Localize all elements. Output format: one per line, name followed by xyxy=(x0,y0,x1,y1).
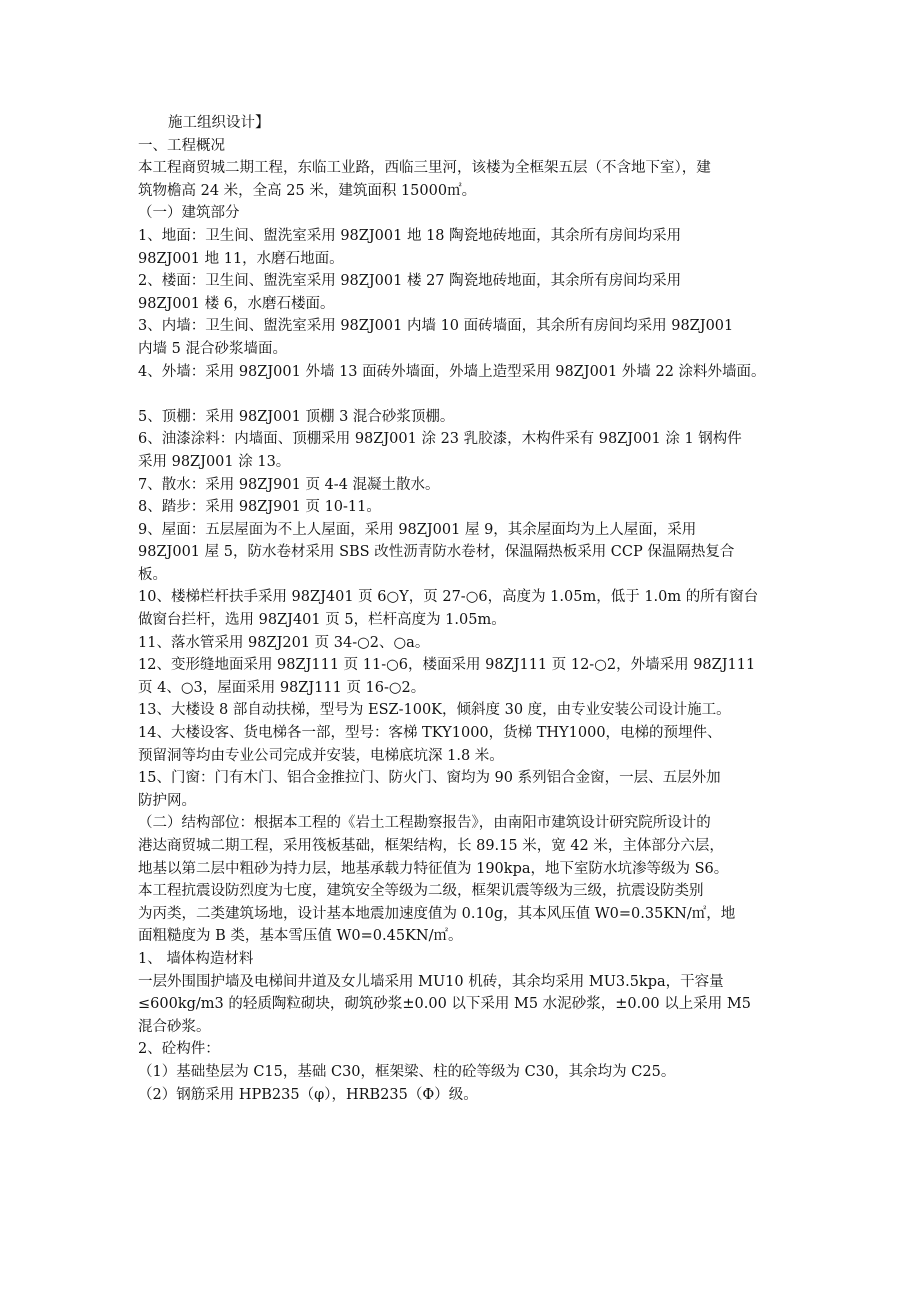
list-item-line: 内墙 5 混合砂浆墙面。 xyxy=(138,340,287,357)
paragraph-line: 为丙类，二类建筑场地，设计基本地震加速度值为 0.10g，其本风压值 W0=0.35KN/㎡，地 xyxy=(138,905,736,922)
list-item-line: 预留洞等均由专业公司完成并安装，电梯底坑深 1.8 米。 xyxy=(138,747,504,764)
list-item-line: （2）钢筋采用 HPB235（φ），HRB235（Φ）级。 xyxy=(138,1086,478,1103)
subsection-heading: （二）结构部位：根据本工程的《岩土工程勘察报告》，由南阳市建筑设计研究院所设计的 xyxy=(138,815,711,832)
list-item-line: 1、地面：卫生间、盥洗室采用 98ZJ001 地 18 陶瓷地砖地面，其余所有房间均采用 xyxy=(138,227,682,244)
list-item-line: 13、大楼设 8 部自动扶梯，型号为 ESZ-100K，倾斜度 30 度，由专业安装公司设计施工。 xyxy=(138,702,731,719)
section-heading: 一、工程概况 xyxy=(138,137,225,154)
list-item-line: 4、外墙：采用 98ZJ001 外墙 13 面砖外墙面，外墙上造型采用 98ZJ001 外墙 22 涂料外墙面。 xyxy=(138,363,766,380)
list-item-line: 14、大楼设客、货电梯各一部，型号：客梯 TKY1000，货梯 THY1000，电梯的预埋件、 xyxy=(138,725,722,742)
list-item-line: 8、踏步：采用 98ZJ901 页 10-11。 xyxy=(138,499,381,516)
list-item-line: 做窗台拦杆，选用 98ZJ401 页 5，栏杆高度为 1.05m。 xyxy=(138,612,506,629)
paragraph-line: 港达商贸城二期工程，采用筏板基础，框架结构，长 89.15 米，宽 42 米，主体部分六层， xyxy=(138,838,724,854)
paragraph-line: 面粗糙度为 B 类，基本雪压值 W0=0.45KN/㎡。 xyxy=(138,928,463,945)
paragraph-line: 一层外围围护墙及电梯间井道及女儿墙采用 MU10 机砖，其余均采用 MU3.5kpa，干容量 xyxy=(138,973,724,990)
list-item-line: 2、楼面：卫生间、盥洗室采用 98ZJ001 楼 27 陶瓷地砖地面，其余所有房间均采用 xyxy=(138,273,682,290)
paragraph-line: 本工程抗震设防烈度为七度，建筑安全等级为二级，框架讥震等级为三级，抗震设防类别 xyxy=(138,883,704,900)
list-item-line: 15、门窗：门有木门、铝合金推拉门、防火门、窗均为 90 系列铝合金窗，一层、五层外加 xyxy=(138,770,721,787)
subsection-heading: （一）建筑部分 xyxy=(138,205,240,222)
paragraph-line: 混合砂浆。 xyxy=(138,1018,211,1035)
list-item-line: 9、屋面：五层屋面为不上人屋面，采用 98ZJ001 屋 9，其余屋面均为上人屋面，采用 xyxy=(138,521,697,538)
list-item-line: 6、油漆涂料：内墙面、顶棚采用 98ZJ001 涂 23 乳胶漆，木构件采有 98ZJ001 涂 1 钢构件 xyxy=(138,431,742,448)
list-item-line: 98ZJ001 地 11，水磨石地面。 xyxy=(138,250,344,267)
list-item-line: 3、内墙：卫生间、盥洗室采用 98ZJ001 内墙 10 面砖墙面，其余所有房间均采用 98ZJ001 xyxy=(138,318,734,335)
list-item-line: 98ZJ001 楼 6，水磨石楼面。 xyxy=(138,295,335,312)
list-item-line: 防护网。 xyxy=(138,792,196,809)
numbered-heading: 2、砼构件： xyxy=(138,1041,220,1058)
paragraph-line: 地基以第二层中粗砂为持力层，地基承载力特征值为 190kpa，地下室防水坑渗等级为 S6。 xyxy=(138,860,729,877)
list-item-line: 采用 98ZJ001 涂 13。 xyxy=(138,453,291,470)
list-item-line: （1）基础垫层为 C15，基础 C30，框架梁、柱的砼等级为 C30，其余均为 C25。 xyxy=(138,1063,676,1080)
paragraph-line: 筑物檐高 24 米，全高 25 米，建筑面积 15000㎡。 xyxy=(138,182,477,199)
paragraph-line: ≤600kg/m3 的轻质陶粒砌块，砌筑砂浆±0.00 以下采用 M5 水泥砂浆，±0.00 以上采用 M5 xyxy=(138,996,751,1013)
document-body xyxy=(138,112,800,1106)
list-item-line: 11、落水管采用 98ZJ201 页 34-○2、○a。 xyxy=(138,634,430,651)
list-item-line: 5、顶棚：采用 98ZJ001 顶棚 3 混合砂浆顶棚。 xyxy=(138,408,455,425)
paragraph-line: 本工程商贸城二期工程，东临工业路，西临三里河，该楼为全框架五层（不含地下室），建 xyxy=(138,160,711,177)
list-item-line: 10、楼梯栏杆扶手采用 98ZJ401 页 6○Y，页 27-○6，高度为 1.05m，低于 1.0m 的所有窗台 xyxy=(138,589,759,606)
list-item-line: 98ZJ001 屋 5，防水卷材采用 SBS 改性沥青防水卷材，保温隔热板采用 CCP 保温隔热复合 xyxy=(138,544,735,561)
numbered-heading: 1、 墙体构造材料 xyxy=(138,950,254,967)
list-item-line: 页 4、○3，屋面采用 98ZJ111 页 16-○2。 xyxy=(138,679,426,696)
list-item-line: 板。 xyxy=(138,566,167,583)
blank-line xyxy=(138,383,800,406)
document-title: 施工组织设计】 xyxy=(168,115,270,131)
list-item-line: 12、变形缝地面采用 98ZJ111 页 11-○6，楼面采用 98ZJ111 页 12-○2，外墙采用 98ZJ111 xyxy=(138,657,756,674)
list-item-line: 7、散水：采用 98ZJ901 页 4-4 混凝土散水。 xyxy=(138,476,440,493)
